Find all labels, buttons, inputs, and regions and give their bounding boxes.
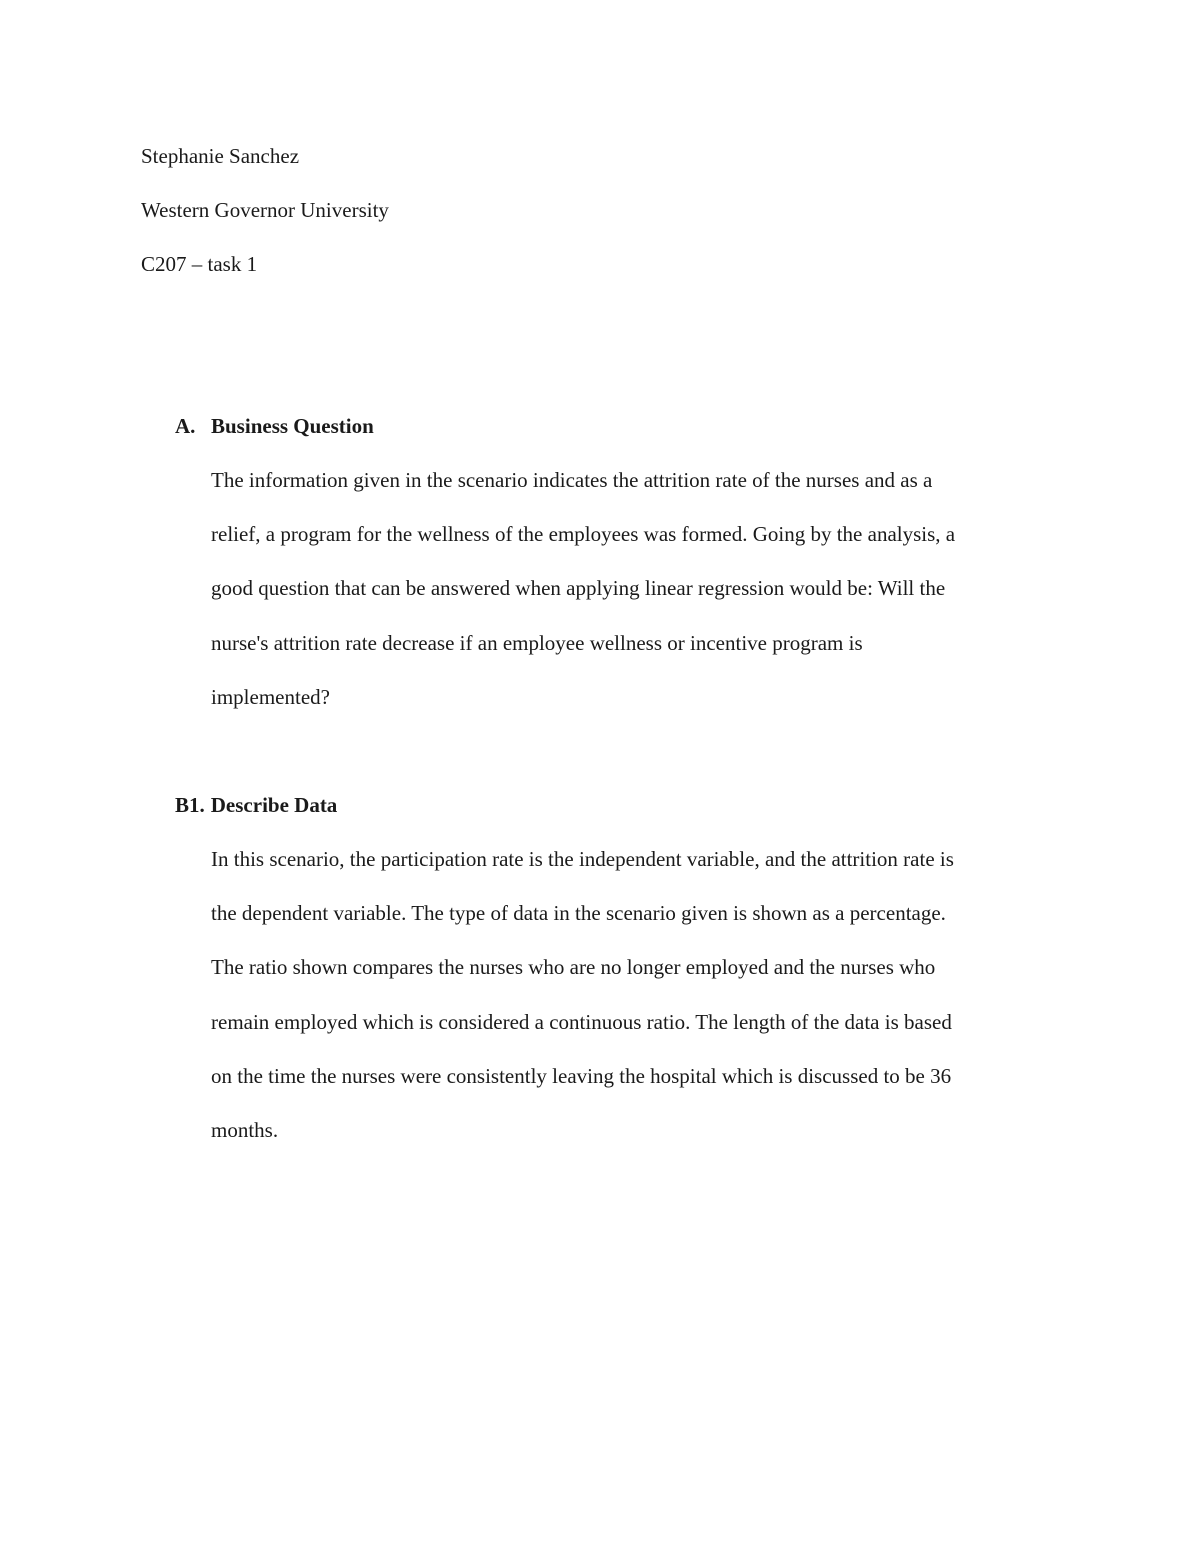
paragraph-line: good question that can be answered when applying linear regression would be: Will the [211, 576, 946, 600]
paragraph-line: nurse's attrition rate decrease if an employee wellness or incentive program is [211, 631, 863, 655]
paragraph-line: months. [211, 1118, 279, 1142]
paragraph-line: on the time the nurses were consistently leaving the hospital which is discussed to be 36 [211, 1064, 952, 1088]
paragraph-line: The ratio shown compares the nurses who are no longer employed and the nurses who [211, 955, 936, 979]
institution-name: Western Governor University [141, 198, 389, 222]
section-marker: B1. [175, 793, 205, 817]
section-title: Describe Data [210, 793, 338, 817]
section-marker: A. [175, 414, 196, 438]
course-task: C207 – task 1 [141, 252, 258, 276]
section-heading-describe-data [175, 791, 337, 819]
paragraph-line: relief, a program for the wellness of the employees was formed. Going by the analysis, a [211, 522, 956, 546]
section-title: Business Question [211, 414, 374, 438]
author-name: Stephanie Sanchez [141, 144, 300, 168]
section-heading-business-question [175, 412, 374, 440]
paragraph-line: the dependent variable. The type of data in the scenario given is shown as a percentage. [211, 901, 946, 925]
paragraph-line: remain employed which is considered a continuous ratio. The length of the data is based [211, 1010, 952, 1034]
paragraph-line: implemented? [211, 685, 330, 709]
paragraph-line: The information given in the scenario indicates the attrition rate of the nurses and as a [211, 468, 933, 492]
paragraph-line: In this scenario, the participation rate is the independent variable, and the attrition rate is [211, 847, 954, 871]
